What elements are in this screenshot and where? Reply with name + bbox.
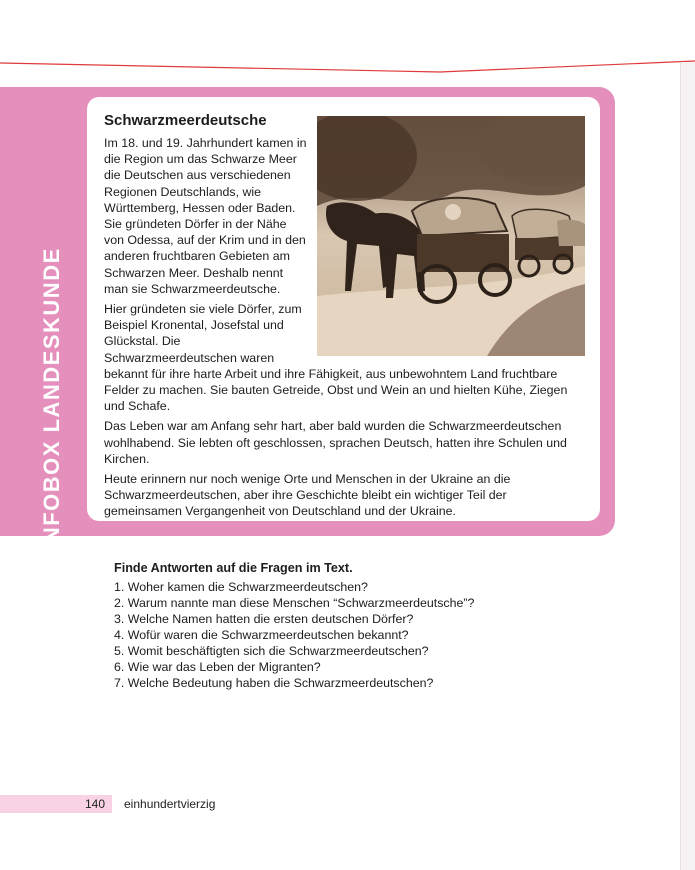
- task-heading: Finde Antworten auf die Fragen im Text.: [114, 561, 353, 575]
- task-section: [114, 560, 554, 691]
- question-list: [114, 579, 554, 691]
- article-heading: Schwarzmeerdeutsche: [104, 112, 267, 129]
- question-item: 5. Womit beschäftigten sich die Schwarzmeerdeutschen?: [114, 644, 429, 658]
- question-item: 1. Woher kamen die Schwarzmeerdeutschen?: [114, 580, 368, 594]
- article-paragraph-1: Im 18. und 19. Jahrhundert kamen in die Region um das Schwarze Meer die Deutschen aus verschiedenen Regionen Deutschlands, wie Württemberg, Hessen oder Baden. Sie gründeten Dörfer in der Nähe von Odessa, auf der Krim und in den anderen fruchtbaren Gebieten am Schwarzen Meer. Deshalb nennt man sie Schwarzmeerdeutsche.: [104, 136, 307, 296]
- question-item: 2. Warum nannte man diese Menschen “Schwarzmeerdeutsche”?: [114, 596, 475, 610]
- article-paragraph-3: Das Leben war am Anfang sehr hart, aber bald wurden die Schwarzmeerdeutschen wohlhabend. Sie lebten oft geschlossen, sprachen Deutsch, hatten ihre Schulen und Kirchen.: [104, 419, 567, 466]
- question-item: 7. Welche Bedeutung haben die Schwarzmeerdeutschen?: [114, 676, 434, 690]
- question-item: 6. Wie war das Leben der Migranten?: [114, 660, 321, 674]
- question-item: 4. Wofür waren die Schwarzmeerdeutschen bekannt?: [114, 628, 409, 642]
- article-paragraph-4: Heute erinnern nur noch wenige Orte und Menschen in der Ukraine an die Schwarzmeerdeutschen, aber ihre Geschichte bleibt ein wichtiger Teil der gemeinsamen Vergangenheit von Deutschland und der Ukraine.: [104, 472, 511, 519]
- page-number: 140: [85, 797, 106, 811]
- article-paragraph-2: Hier gründeten sie viele Dörfer, zum Beispiel Kronental, Josefstal und Glückstal. Die Schwarzmeerdeutschen waren bekannt für ihre harte Arbeit und ihre Fähigkeit, aus unbewohntem Land fruchtbare Felder zu machen. Sie bauten Getreide, Obst und Wein an und hielten Kühe, Ziegen und Schafe.: [104, 302, 568, 414]
- page-number-words: einhundertvierzig: [124, 797, 216, 811]
- page-edge-strip: [680, 62, 695, 870]
- wagon-photo: [317, 116, 585, 356]
- question-item: 3. Welche Namen hatten die ersten deutschen Dörfer?: [114, 612, 414, 626]
- top-rule-line: [0, 0, 695, 75]
- infobox-vertical-title: INFOBOX LANDESKUNDE: [39, 247, 64, 551]
